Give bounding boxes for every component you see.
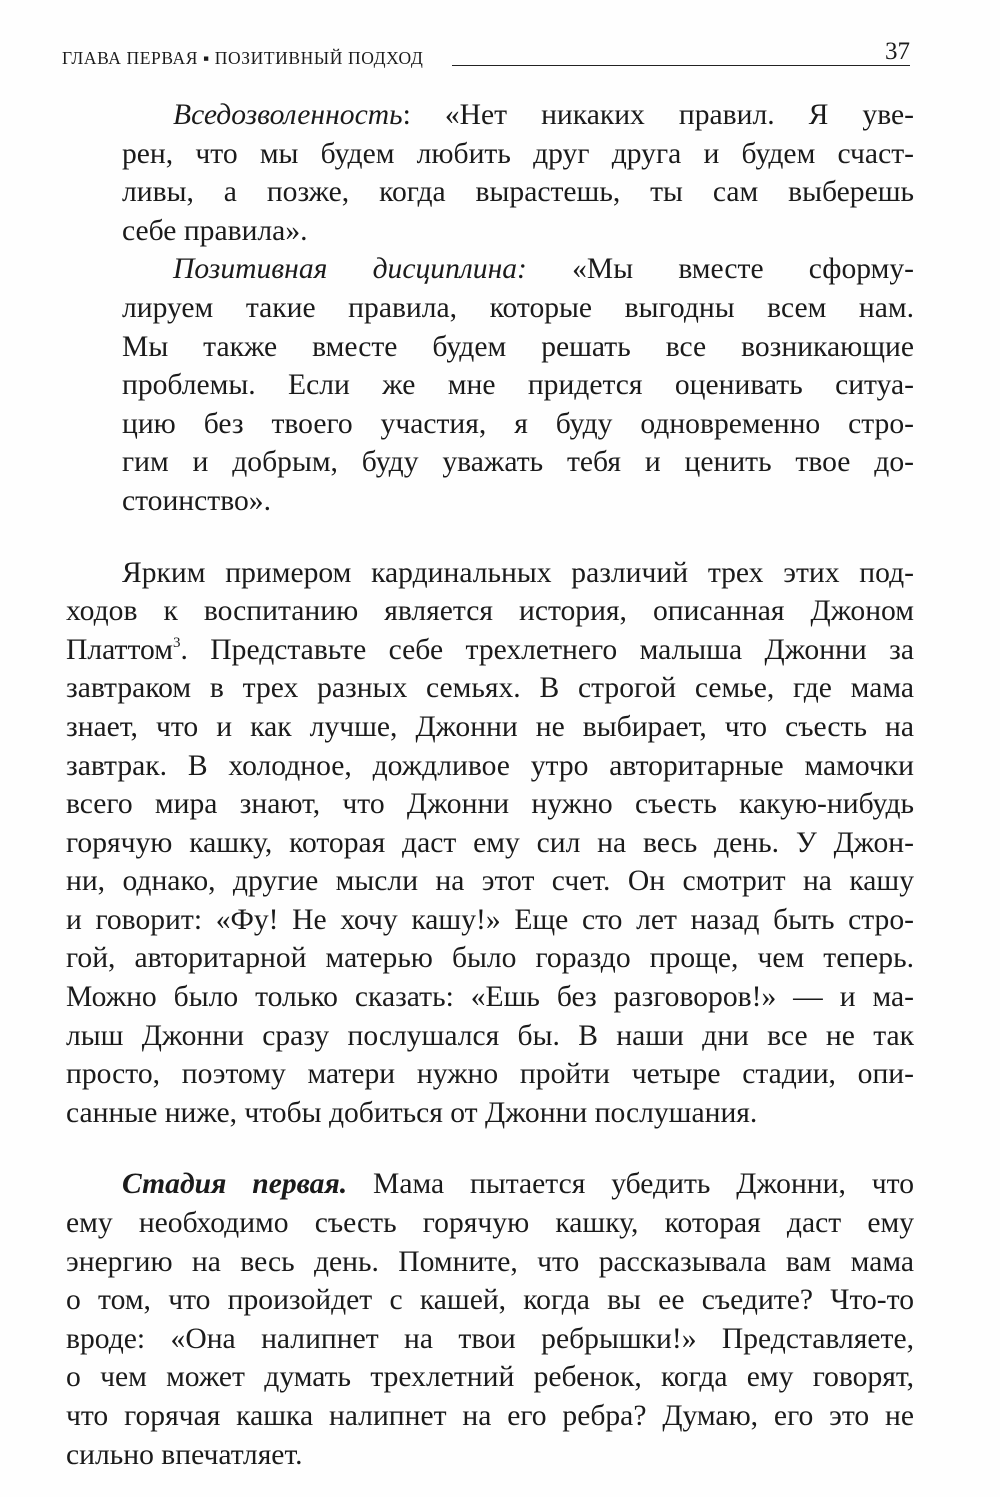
running-header <box>62 38 910 72</box>
text-line: о том, что произойдет с кашей, когда вы ее съедите? Что-то <box>66 1284 914 1317</box>
text-line: ливы, а позже, когда вырастешь, ты сам выберешь <box>122 176 914 209</box>
page-number: 37 <box>885 38 910 65</box>
text-line: горячую кашку, которая даст ему сил на весь день. У Джон- <box>66 826 914 859</box>
text-line: завтрак. В холодное, дождливое утро авторитарные мамочки <box>66 749 914 782</box>
text-line: что горячая кашка налипнет на его ребра? Думаю, его это не <box>66 1400 914 1432</box>
text-line: энергию на весь день. Помните, что рассказывала вам мама <box>66 1245 914 1278</box>
text-fragment: . Представьте себе трехлетнего малыша Джонни за <box>180 633 914 666</box>
text-line: ни, однако, другие мысли на этот счет. Он смотрит на кашу <box>66 865 914 898</box>
text-line: всего мира знают, что Джонни нужно съесть какую-нибудь <box>66 788 914 821</box>
text-line: Ярким примером кардинальных различий трех этих под- <box>122 556 914 589</box>
text-line: сильно впечатляет. <box>66 1438 303 1471</box>
stage-one-label: Стадия первая. <box>122 1168 348 1201</box>
term-permissive: Вседозволенность <box>173 99 403 131</box>
text-line: знает, что и как лучше, Джонни не выбирает, что съесть на <box>66 710 914 743</box>
text-line: стоинство». <box>122 484 271 517</box>
text-line <box>66 1165 914 1204</box>
text-fragment: Мама пытается убедить Джонни, что <box>347 1168 914 1201</box>
footnote-marker: 3 <box>172 634 181 651</box>
text-fragment: «Мы вместе сформу- <box>526 253 914 286</box>
text-line: вроде: «Она налипнет на твои ребрышки!» Представляете, <box>66 1322 914 1355</box>
text-line: лыш Джонни сразу послушался бы. В наши дни все не так <box>66 1019 914 1052</box>
page-body <box>66 96 914 1474</box>
text-line: Можно было только сказать: «Ешь без разговоров!» — и ма- <box>66 981 914 1014</box>
text-line: рен, что мы будем любить друг друга и будем счаст- <box>122 137 914 170</box>
text-line: ходов к воспитанию является история, описанная Джоном <box>66 595 914 628</box>
header-rule <box>452 65 910 66</box>
text-line <box>66 250 914 289</box>
paragraph-platt-story <box>66 554 914 1133</box>
text-line: просто, поэтому матери нужно пройти четыре стадии, опи- <box>66 1058 914 1091</box>
text-fragment: : «Нет никаких правил. Я уве- <box>402 99 914 131</box>
text-line: себе правила». <box>122 214 308 247</box>
text-line <box>66 96 914 135</box>
paragraph-gap <box>66 521 914 554</box>
text-line: Мы также вместе будем решать все возникающие <box>122 330 914 363</box>
chapter-title: ГЛАВА ПЕРВАЯ ▪ ПОЗИТИВНЫЙ ПОДХОД <box>62 48 424 68</box>
quote-permissive <box>66 96 914 250</box>
text-line: цию без твоего участия, я буду одновременно стро- <box>122 407 914 440</box>
text-line: и говорит: «Фу! Не хочу кашу!» Еще сто лет назад быть стро- <box>66 903 914 936</box>
paragraph-stage-one <box>66 1165 914 1474</box>
text-line <box>66 631 914 670</box>
text-fragment: Платтом <box>66 633 173 666</box>
text-line: санные ниже, чтобы добиться от Джонни послушания. <box>66 1096 758 1129</box>
paragraph-gap <box>66 1132 914 1165</box>
text-line: гим и добрым, буду уважать тебя и ценить твое до- <box>122 446 914 479</box>
quote-positive-discipline <box>66 250 914 520</box>
text-line: о чем может думать трехлетний ребенок, когда ему говорят, <box>66 1361 914 1394</box>
text-line: ему необходимо съесть горячую кашку, которая даст ему <box>66 1207 914 1240</box>
text-line: лируем такие правила, которые выгодны всем нам. <box>122 291 914 324</box>
term-positive-discipline: Позитивная дисциплина: <box>173 253 527 286</box>
text-line: проблемы. Если же мне придется оценивать ситуа- <box>122 369 914 402</box>
text-line: гой, авторитарной матерью было гораздо проще, чем теперь. <box>66 942 914 975</box>
text-line: завтраком в трех разных семьях. В строгой семье, где мама <box>66 672 914 705</box>
